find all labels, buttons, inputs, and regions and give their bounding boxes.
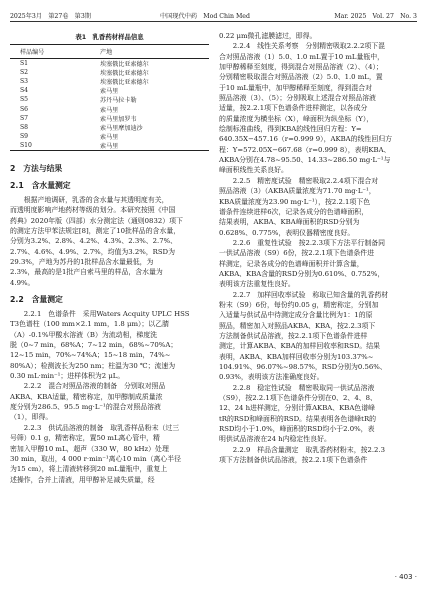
text-line: 80%A）；检测波长为250 nm；柱温为30 ℃；流速为: [10, 361, 176, 370]
text-line: 于10 mL量瓶中，加甲醇稀释至刻度，得到混合对: [219, 83, 372, 92]
text-line: 2.2.5 精密度试验 精密吸取2.2.4项下混合对: [232, 176, 379, 185]
cell-sample-id: S10: [10, 141, 80, 151]
text-line: 度分别为286.5、95.5 mg·L⁻¹的混合对照品溶液: [10, 403, 161, 412]
text-line: 2.2.1 色谱条件 采用Waters Acquity UPLC HSS: [23, 310, 190, 319]
text-line: 表明，AKBA、KBA加样回收率分别为103.37%~: [219, 352, 374, 361]
cell-sample-id: S6: [20, 105, 29, 113]
text-line: 密加入甲醇10 mL，超声（330 W，80 kHz）处理: [10, 444, 169, 453]
table-row: [10, 77, 209, 86]
table-row: [10, 141, 209, 151]
text-line: 程：Y=572.05X−667.68（r=0.999 8），表明KBA、: [219, 145, 391, 154]
text-line: 脱（0~7 min，68%A；7~12 min，68%~70%A；: [10, 341, 178, 350]
cell-origin: 索马里: [100, 106, 119, 114]
text-line: 合对照品溶液（1）5.0、1.0 mL置于10 mL量瓶中，: [219, 52, 385, 61]
cell-sample-id: S3: [20, 78, 29, 86]
text-line: 峰面积线性关系良好。: [219, 166, 288, 175]
cell-origin: 索马里: [80, 141, 209, 151]
text-line: 粉末（S9）6份，每份约0.05 g，精密称定，分别加: [219, 300, 379, 309]
cell-sample-id: S8: [20, 123, 29, 131]
table-row: [10, 114, 209, 123]
text-line: 谱条件连续进样6次，记录各成分的色谱峰面积，: [219, 207, 369, 216]
cell-sample-id: S5: [20, 96, 29, 104]
text-line: 104.91%、96.07%~98.57%，RSD分别为0.56%、: [219, 363, 387, 371]
text-line: 号筛）0.1 g，精密称定，置50 mL离心管中，精: [10, 434, 160, 443]
table-row: [10, 132, 209, 141]
text-line: 29.3%，产地为苏丹的1批样品含水量最低，为: [10, 258, 154, 266]
cell-sample-id: S7: [20, 114, 29, 122]
table-row: [10, 68, 209, 77]
left-body-text: [10, 163, 209, 485]
page-number: · 403 ·: [394, 573, 417, 581]
cell-sample-id: S2: [20, 69, 29, 77]
header-journal: 中国现代中药 Mod Chin Med: [160, 13, 250, 20]
left-column: [10, 31, 209, 485]
table-row: [10, 86, 209, 95]
cell-origin: 索马里摩加迪沙: [100, 124, 143, 132]
text-line: （1），即得。: [10, 413, 53, 422]
text-line: 入适量与供试品中待测定成分含量比例为1：1的原: [219, 311, 373, 320]
table-row: [10, 104, 209, 113]
text-line: KBA质量浓度为23.90 mg·L⁻¹），按2.2.1项下色: [219, 197, 371, 206]
text-line: 方法制备供试品溶液，按2.2.1项下色谱条件进样: [219, 331, 368, 340]
text-line: AKBA、KBA含量的RSD分别为0.610%、0.752%，: [219, 269, 385, 278]
text-line: T3色谱柱（100 mm×2.1 mm，1.8 μm）；以乙腈: [10, 320, 169, 329]
right-body-text: [219, 31, 418, 465]
text-line: 的测定方法甲苯法规定[8]，测定了10批样品的含水量，: [10, 226, 181, 235]
text-line: 而透明度影响产地药材等级的划分。本研究按照《中国: [10, 206, 176, 215]
text-line: （S9），按2.2.1项下色谱条件分别在0、2、4、8、: [219, 394, 377, 403]
text-line: 12~15 min，70%~74%A；15~18 min，74%~: [10, 351, 171, 360]
text-line: AKBA分别在4.78~95.50、14.33~286.50 mg·L⁻¹与: [219, 156, 391, 165]
text-line: 0.30 mL·min⁻¹；进样体积为2 μL。: [10, 372, 125, 381]
text-line: 2.2.2 混合对照品溶液的制备 分别取对照品: [23, 382, 166, 391]
text-line: RSD均小于1.0%，峰面积的RSD均小于2.0%，表: [219, 425, 375, 434]
header-volume: Mar. 2025 Vol. 27 No. 3: [334, 13, 417, 20]
running-header: [10, 8, 417, 22]
text-line: 项下方法制备供试品溶液，按2.2.1项下色谱条件: [219, 456, 368, 465]
text-line: 述操作，合并上清液，用甲醇补足减失质量，经: [10, 475, 155, 484]
cell-origin: 埃塞俄比亚索德尔: [100, 79, 149, 87]
table-row: [10, 95, 209, 104]
text-line: 30 min，取出，4 000 r·min⁻¹离心10 min（离心半径: [10, 454, 182, 463]
text-line: 为15 cm），将上清液转移到20 mL量瓶中，重复上: [10, 465, 168, 474]
text-line: 适量，按2.2.1项下色谱条件进样测定，以各成分: [219, 104, 368, 113]
header-rule: [10, 21, 417, 22]
cell-sample-id: S1: [20, 60, 29, 68]
table-row: [10, 59, 209, 69]
text-line: 根据产地调研，乳香的含水量与其透明度有关，: [23, 195, 169, 204]
text-line: 2.2.3 供试品溶液的制备 取乳香样品粉末（过三: [23, 423, 180, 432]
text-line: tR的RSD和峰面积的RSD。结果表明各色谱峰tR的: [219, 414, 377, 423]
text-line: 4.9%。: [10, 278, 35, 287]
section-heading: 2.1 含水量测定: [10, 180, 71, 190]
text-line: 640.35X−457.16（r=0.999 9），AKBA的线性回归方: [219, 135, 392, 144]
text-line: 0.22 μm微孔滤膜滤过，即得。: [219, 32, 317, 40]
text-line: 测定，计算AKBA、KBA的加样回收率和RSD。结果: [219, 342, 381, 351]
cell-sample-id: S9: [20, 132, 29, 140]
text-line: 0.628%、0.775%，表明仪器精密度良好。: [219, 228, 355, 237]
text-line: 分别精密吸取混合对照品溶液（2）5.0、1.0 mL，置: [219, 73, 383, 82]
text-line: 一供试品溶液（S9）6份，按2.2.1项下色谱条件进: [219, 249, 375, 258]
section-heading: 2.2 含量测定: [10, 295, 63, 305]
cell-origin: 索马里: [100, 133, 119, 141]
text-line: 药典》2020年版（四部）水分测定法（通则0832）项下: [10, 216, 183, 225]
text-line: 加甲醇稀释至刻度，得到混合对照品溶液（2）、（4）；: [219, 63, 383, 72]
text-line: 2.2.8 稳定性试验 精密吸取同一供试品溶液: [232, 383, 375, 392]
text-line: AKBA、KBA适量，精密称定，加甲醇制成质量浓: [10, 392, 163, 401]
table-header-origin: 产地: [80, 45, 209, 59]
cell-origin: 埃塞俄比亚索德尔: [100, 70, 149, 78]
text-line: （A）-0.1%甲酸水溶液（B）为流动相，梯度洗: [10, 330, 158, 339]
header-issue: 2025年3月 第27卷 第3期: [10, 13, 91, 20]
sample-info-table: [10, 44, 209, 151]
table-header-sample-id: 样品编号: [10, 45, 80, 59]
text-line: 2.3%，最高的是1批产自索马里的样品，含水量为: [10, 268, 163, 277]
cell-origin: 索马里加罗韦: [100, 115, 137, 123]
cell-origin: 苏丹马拉卡勒: [100, 97, 137, 105]
table-row: [10, 123, 209, 132]
text-line: 表明该方法重复性良好。: [219, 280, 295, 289]
text-line: 2.2.9 样品含量测定 取乳香药材粉末，按2.2.3: [232, 445, 386, 454]
table-body: [10, 59, 209, 151]
right-column: [219, 31, 418, 465]
text-line: 照品溶液（3）（AKBA质量浓度为71.70 mg·L⁻¹，: [219, 187, 376, 196]
text-line: 结果表明，AKBA、KBA峰面积的RSD分别为: [219, 218, 360, 227]
text-line: 的质量浓度为横坐标（X），峰面积为纵坐标（Y），: [219, 114, 374, 123]
text-line: 照品溶液（3）、（5）；分别吸取上述混合对照品溶液: [219, 94, 376, 103]
text-line: 绘制标准曲线，得到KBA的线性回归方程：Y=: [219, 125, 362, 134]
cell-sample-id: S4: [20, 87, 29, 95]
text-line: 2.2.6 重复性试验 按2.2.3项下方法平行制备同: [232, 238, 386, 247]
text-line: 样测定，记录各成分的色谱峰面积并计算含量，: [219, 259, 364, 268]
text-line: 明供试品溶液在24 h内稳定性良好。: [219, 435, 331, 444]
text-line: 2.2.7 加样回收率试验 称取已知含量的乳香药材: [232, 290, 389, 299]
text-line: 12、24 h进样测定，分别计算AKBA、KBA色谱峰: [219, 404, 375, 413]
section-heading: 2 方法与结果: [10, 163, 63, 173]
text-line: 照品，精密加入对照品AKBA、KBA，按2.2.3项下: [219, 321, 376, 330]
text-line: 0.93%，表明该方法准确度良好。: [219, 373, 324, 382]
text-line: 分别为3.2%、2.8%、4.2%、4.3%、2.3%、2.7%、: [10, 237, 178, 246]
cell-origin: 埃塞俄比亚索德尔: [100, 61, 149, 69]
cell-origin: 索马里: [100, 88, 119, 96]
table-title: 表1 乳香药材样品信息: [75, 33, 144, 41]
text-line: 2.2.4 线性关系考察 分别精密吸取2.2.2项下混: [232, 42, 386, 51]
text-line: 2.7%、4.6%、4.9%、2.7%，均值为3.2%，RSD为: [10, 247, 175, 256]
